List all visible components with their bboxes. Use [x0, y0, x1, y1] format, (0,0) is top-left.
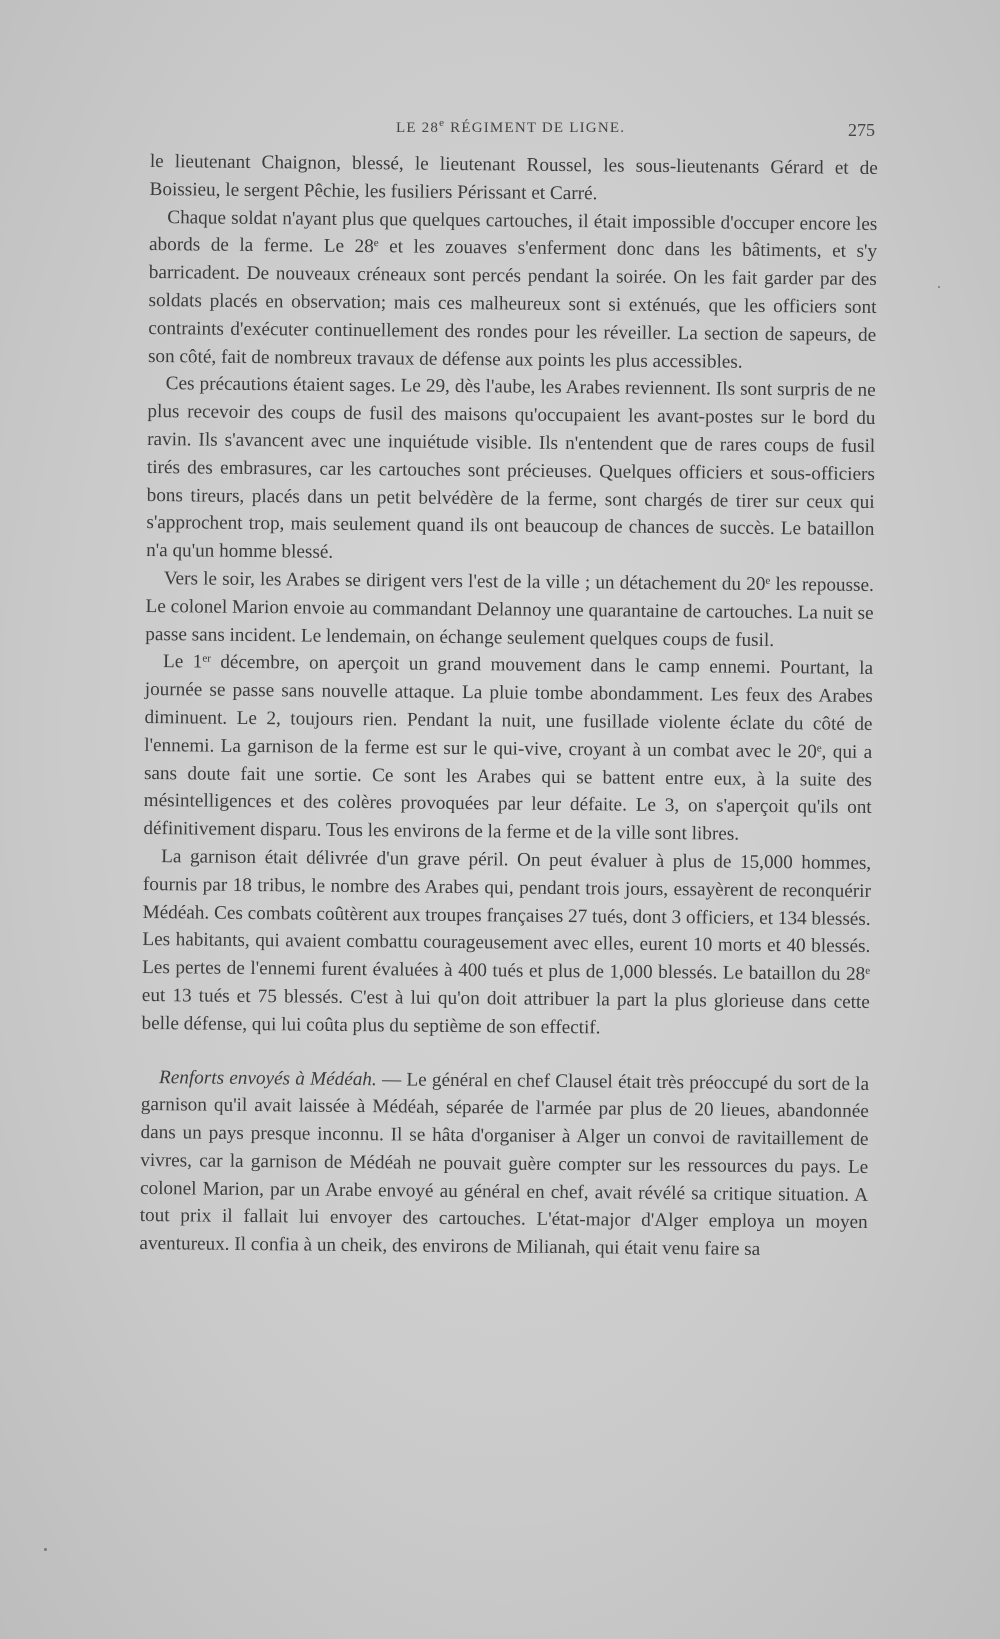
paragraph-1: le lieutenant Chaignon, blessé, le lieutenant Roussel, les sous-lieutenants Gérard et de Boissieu, le sergent Pêchie, les fusiliers Périssant et Carré.: [149, 150, 878, 205]
paragraph-2-text-b: et les zouaves s'enferment donc dans les bâtiments, et s'y barricadent. De nouveaux créneaux sont percés pendant la soirée. On les fait garder par des soldats placés en observation; mais ces malheureux sont si exténués, que les officiers sont contraints d'exécuter continuellement des rondes pour les réveiller. La section de sapeurs, de son côté, fait de nombreux travaux de défense aux points les plus accessibles.: [147, 236, 878, 373]
paragraph-4-text-a: Vers le soir, les Arabes se dirigent vers l'est de la ville ; un détachement du 20: [163, 568, 766, 595]
paragraph-2-text-a: Chaque soldat n'ayant plus que quelques cartouches, il était impossible d'occuper encore les abords de la ferme. Le 28: [148, 206, 878, 258]
paragraph-5-text-c: , qui a sans doute fait une sortie. Ce sont les Arabes qui se battent entre eux, à la suite des mésintelligences et des colères provoquées par leur défaite. Le 3, on s'aperçoit qu'ils ont définitivement disparu. Tous les environs de la ferme et de la ville sont libres.: [143, 741, 873, 845]
paragraph-5-text-a: Le 1: [162, 651, 203, 673]
paragraph-6-superscript: e: [865, 965, 871, 978]
paragraph-5-superscript-1: er: [202, 652, 211, 665]
page-number: 275: [848, 120, 875, 140]
paragraph-5-superscript-2: e: [816, 742, 822, 755]
paragraph-7: [139, 1063, 869, 1265]
paragraph-2-superscript: e: [373, 237, 379, 250]
running-head-superscript: e: [439, 117, 446, 129]
running-head-suffix: RÉGIMENT DE LIGNE.: [445, 120, 626, 136]
paragraph-5: [143, 648, 873, 850]
section-title: Renforts envoyés à Médéah.: [158, 1066, 377, 1090]
paragraph-4: [145, 565, 874, 655]
paragraph-5-text-b: décembre, on aperçoit un grand mouvement dans le camp ennemi. Pourtant, la journée se passe sans nouvelle attaque. La pluie tombe abondamment. Les feux des Arabes diminuent. Le 2, toujours rien. Pendant la nuit, une fusillade violente éclate du côté de l'ennemi. La garnison de la ferme est sur le qui-vive, croyant à un combat avec le 20: [144, 651, 874, 763]
paper-speck: [44, 1548, 47, 1551]
paragraph-6-text-b: eut 13 tués et 75 blessés. C'est à lui qu'on doit attribuer la part la plus glorieuse dans cette belle défense, qui lui coûta plus du septième de son effectif.: [141, 984, 870, 1039]
paper-speck: [938, 286, 940, 288]
running-head-prefix: LE 28: [396, 120, 440, 136]
running-head: [396, 117, 626, 137]
paragraph-4-superscript: e: [765, 574, 771, 587]
paragraph-6-text-a: La garnison était délivrée d'un grave péril. On peut évaluer à plus de 15,000 hommes, fournis par 18 tribus, le nombre des Arabes qui, pendant trois jours, essayèrent de reconquérir Médéah. Ces combats coûtèrent aux troupes françaises 27 tués, dont 3 officiers, et 134 blessés. Les habitants, qui avaient combattu courageusement avec elles, eurent 10 morts et 40 blessés. Les pertes de l'ennemi furent évaluées à 400 tués et plus de 1,000 blessés. Le bataillon du 28: [142, 846, 872, 986]
paragraph-7-text: — Le général en chef Clausel était très préoccupé du sort de la garnison qu'il avait laissée à Médéah, séparée de l'armée par plus de 20 lieues, abandonnée dans un pays presque inconnu. Il se hâta d'organiser à Alger un convoi de ravitaillement de vivres, car la garnison de Médéah ne pouvait guère compter sur les ressources du pays. Le colonel Marion, par un Arabe envoyé au général en chef, avait révélé sa critique situation. A tout prix il fallait lui envoyer des cartouches. L'état-major d'Alger employa un moyen aventureux. Il confia à un cheik, des environs de Milianah, qui était venu faire sa: [139, 1068, 870, 1261]
body-text: [139, 148, 878, 1265]
paragraph-4-text-b: les repousse. Le colonel Marion envoie au commandant Delannoy une quarantaine de cartouches. La nuit se passe sans incident. Le lendemain, on échange seulement quelques coups de fusil.: [145, 573, 874, 651]
paragraph-3: Ces précautions étaient sages. Le 29, dès l'aube, les Arabes reviennent. Ils sont surpris de ne plus recevoir des coups de fusil des maisons qu'occupaient les avant-postes sur le bord du ravin. Ils s'avancent avec une inquiétude visible. Ils n'entendent que de rares coups de fusil tirés des embrasures, car les cartouches sont précieuses. Quelques officiers et sous-officiers bons tireurs, placés dans un petit belvédère de la ferme, sont chargés de tirer sur ceux qui s'approchent trop, mais seulement quand ils ont beaucoup de chances de succès. Le bataillon n'a qu'un homme blessé.: [146, 373, 876, 563]
paragraph-6: [141, 843, 871, 1045]
paragraph-2: [148, 204, 878, 378]
